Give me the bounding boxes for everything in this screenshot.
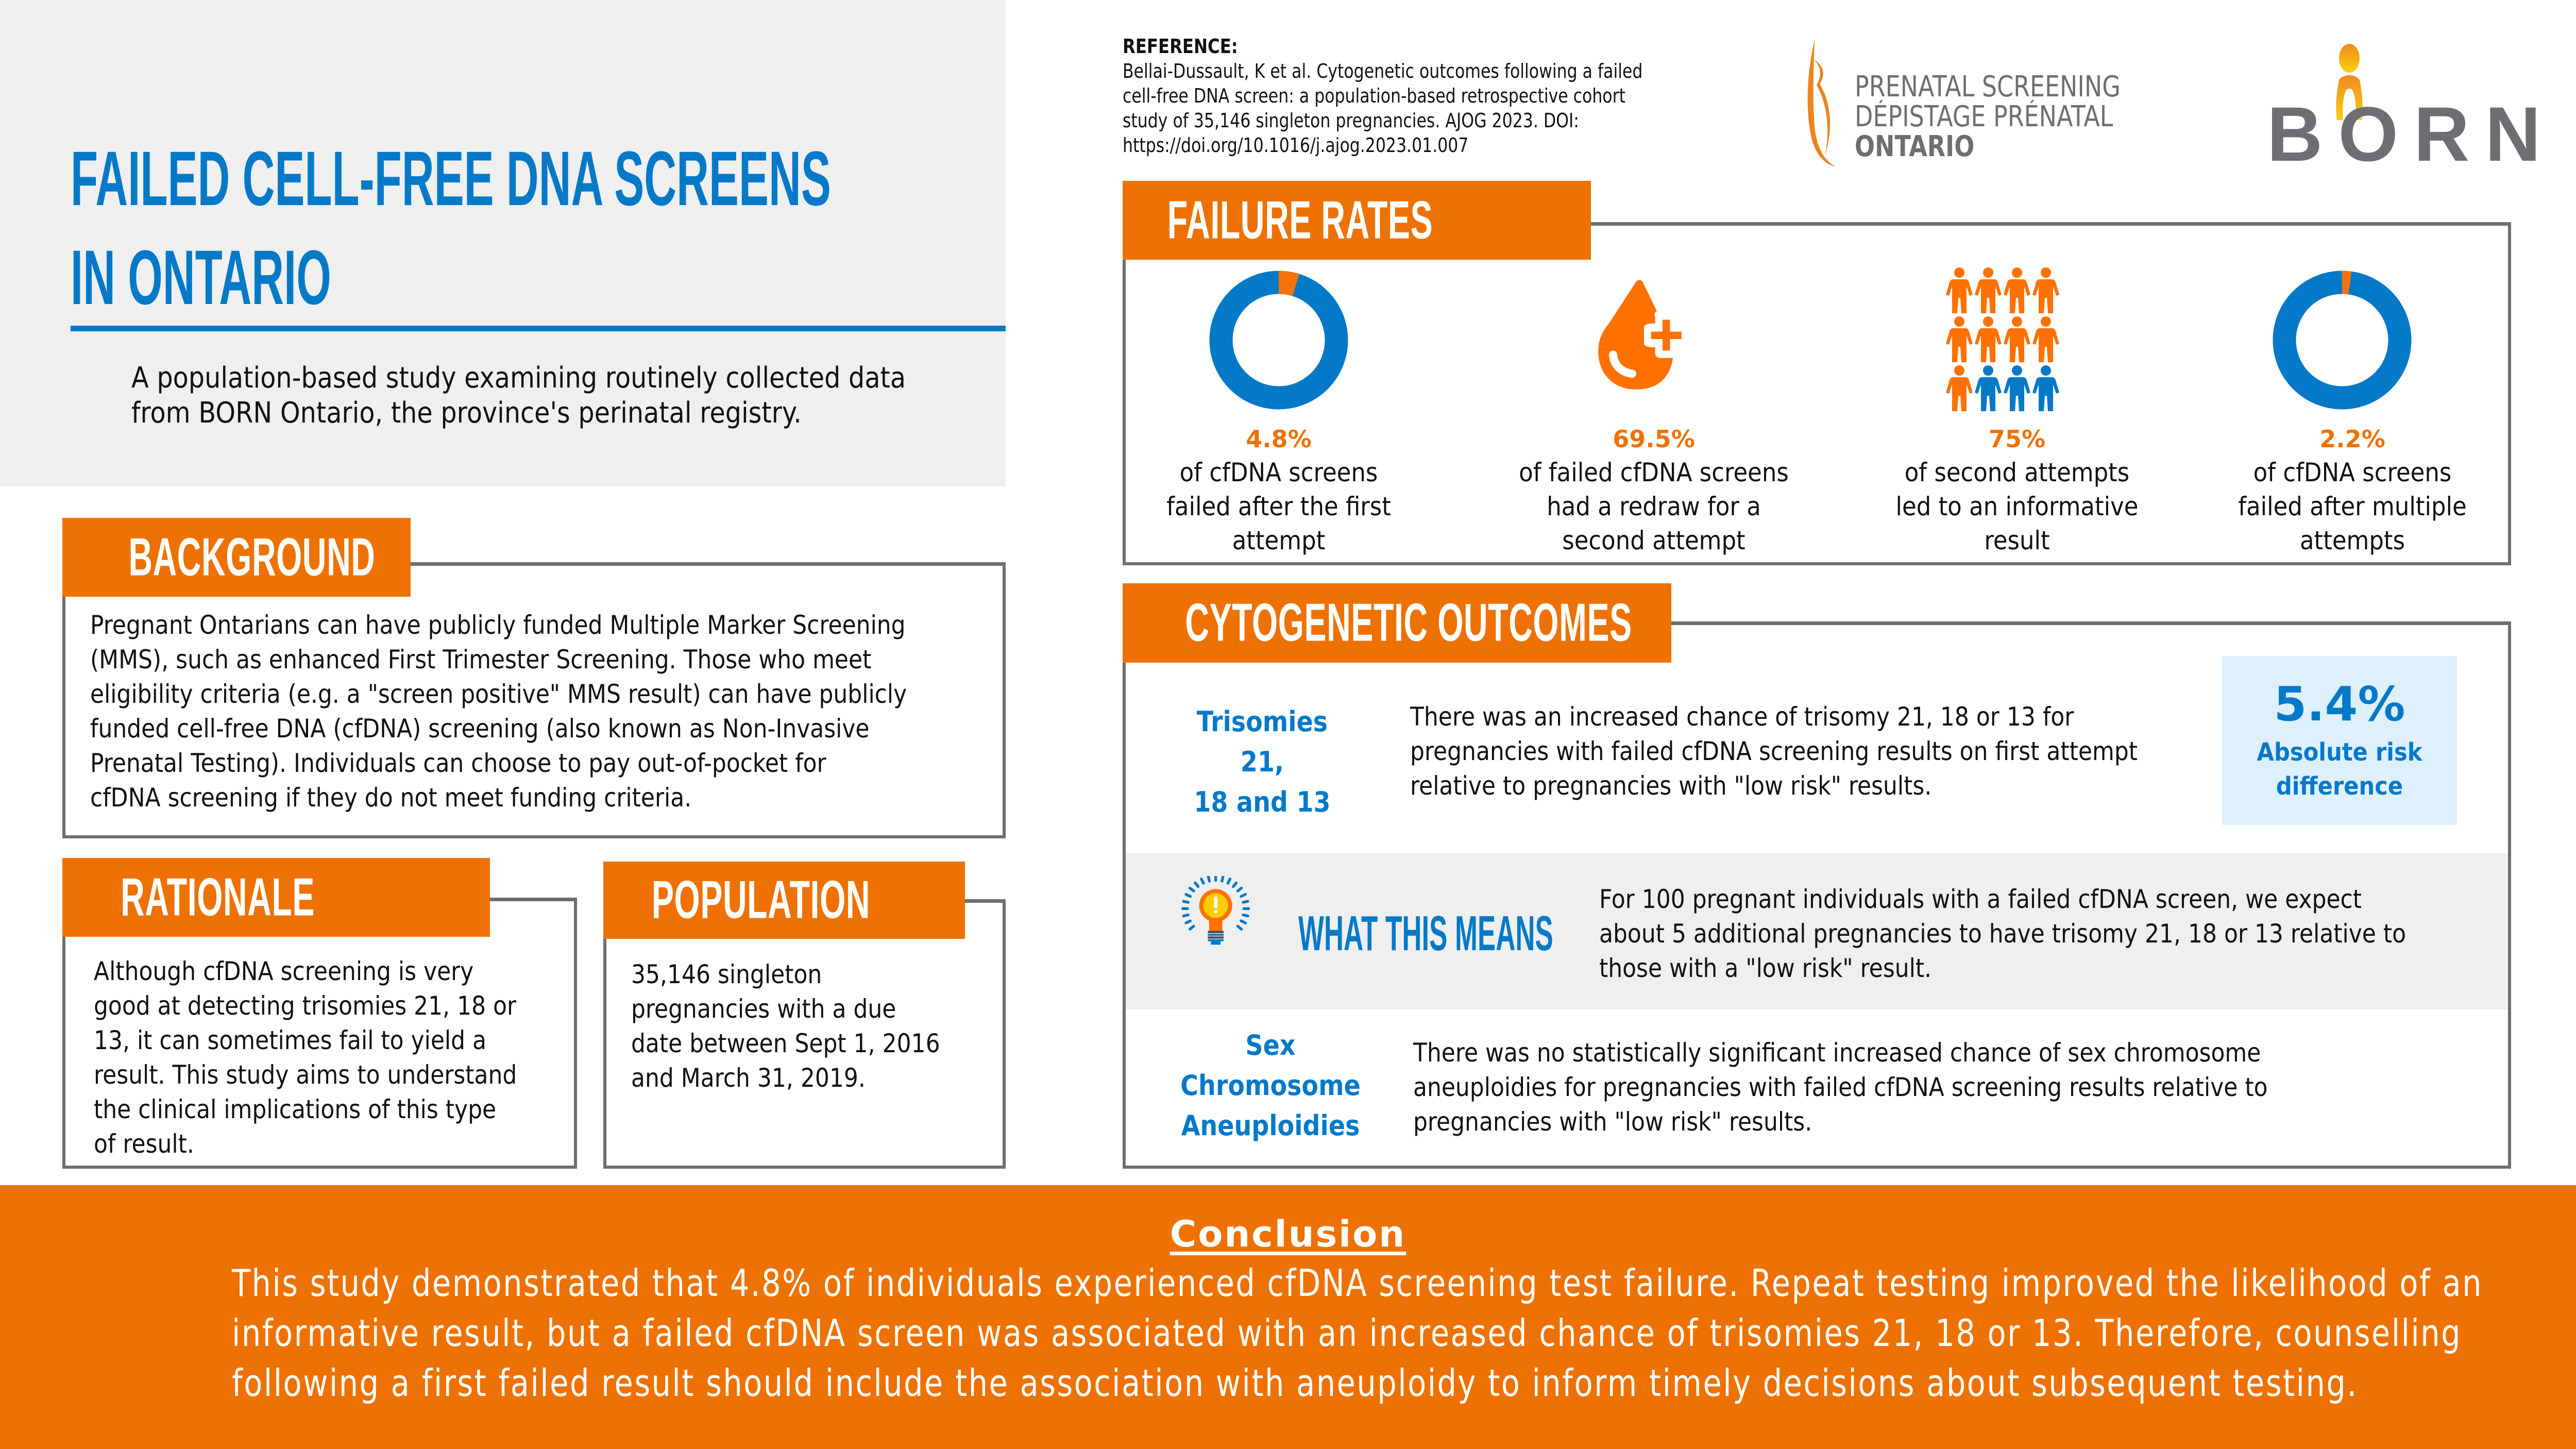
bulb-ray: [1201, 879, 1204, 883]
bulb-ray: [1208, 877, 1209, 881]
trisomies-line: relative to pregnancies with "low risk" results.: [1410, 771, 1932, 801]
donut-track: [2284, 282, 2400, 398]
stat-value: 75%: [1988, 425, 2046, 453]
trisomies-line: There was an increased chance of trisomy 21, 18 or 13 for: [1410, 702, 2074, 732]
background-heading-label: BACKGROUND: [128, 527, 376, 587]
subtitle-line-1: A population-based study examining routinely collected data: [131, 361, 906, 395]
page-title: [71, 129, 998, 327]
cytogenetic-heading-label: CYTOGENETIC OUTCOMES: [1185, 593, 1632, 653]
trisomies-label-line: Trisomies 21,: [1196, 705, 1328, 778]
title-divider: [71, 326, 1006, 331]
absolute-risk-card: [2222, 656, 2457, 825]
population-line: and March 31, 2019.: [631, 1063, 866, 1093]
sex-chromosome-label: [1167, 1025, 1374, 1146]
background-line: (MMS), such as enhanced First Trimester Screening. Those who meet: [90, 645, 872, 675]
bulb-ray: [1183, 901, 1188, 902]
conclusion-line: following a first failed result should include the association with aneuploidy to inform timely decisions about subsequent testing.: [232, 1361, 2358, 1405]
rationale-line: the clinical implications of this type: [94, 1094, 497, 1124]
rationale-line: result. This study aims to understand: [94, 1060, 517, 1090]
stat-desc-line: attempts: [2299, 526, 2405, 555]
bulb-ray: [1241, 895, 1245, 897]
reference-line: cell-free DNA screen: a population-based retrospective cohort: [1123, 85, 1625, 107]
bulb-ray: [1195, 883, 1198, 886]
rationale-line: 13, it can sometimes fail to yield a: [94, 1025, 487, 1055]
population-heading-label: POPULATION: [651, 870, 871, 930]
conclusion-text: [0, 1258, 2576, 1408]
bulb-ray: [1233, 883, 1236, 886]
bulb-ray: [1241, 921, 1245, 923]
person-icon: [2032, 316, 2059, 362]
person-icon: [2004, 365, 2030, 411]
trisomies-text: [1410, 700, 2214, 803]
person-icon: [1975, 365, 2002, 411]
bulb-ray: [1190, 888, 1194, 891]
background-line: Pregnant Ontarians can have publicly funded Multiple Marker Screening: [90, 610, 906, 640]
rationale-heading: [62, 858, 490, 937]
stat-desc-line: of cfDNA screens: [2253, 458, 2452, 487]
pso-swoosh-icon: [1803, 39, 1844, 167]
stat-informative-second: [1862, 423, 2172, 558]
lightbulb-icon: [1172, 876, 1275, 979]
donut-chart-icon: [1204, 265, 1353, 415]
stat-first-attempt-failure: [1150, 423, 1408, 558]
sex-chromosome-line: pregnancies with "low risk" results.: [1413, 1107, 1812, 1137]
what-this-means-line: about 5 additional pregnancies to have trisomy 21, 18 or 13 relative to: [1599, 919, 2406, 949]
bulb-ray: [1238, 888, 1241, 891]
bulb-ray: [1238, 926, 1241, 929]
population-text: [631, 957, 1002, 1096]
person-icon: [1975, 267, 2002, 313]
stat-value: 2.2%: [2319, 425, 2385, 453]
stat-multiple-attempts-failure: [2213, 423, 2492, 558]
reference-label: REFERENCE:: [1123, 35, 1238, 58]
stat-desc-line: had a redraw for a: [1547, 492, 1761, 521]
absolute-risk-value: 5.4%: [2274, 677, 2405, 732]
stat-desc-line: of second attempts: [1904, 458, 2130, 487]
absolute-risk-label-line: Absolute risk: [2257, 738, 2422, 767]
background-text: [90, 608, 997, 815]
page-subtitle: [131, 361, 1007, 431]
stat-redraw: [1479, 423, 1829, 558]
donut-chart-icon: [2267, 265, 2417, 415]
person-icon: [2004, 267, 2030, 313]
what-this-means-label: WHAT THIS MEANS: [1298, 906, 1553, 961]
failure-rates-heading: [1123, 181, 1591, 260]
bulb-ray: [1228, 879, 1230, 883]
stat-desc-line: failed after the first: [1166, 492, 1391, 521]
rationale-heading-label: RATIONALE: [121, 867, 315, 927]
background-line: funded cell-free DNA (cfDNA) screening (also known as Non-Invasive: [90, 714, 870, 744]
bulb-ray: [1186, 895, 1190, 897]
background-line: Prenatal Testing). Individuals can choose to pay out-of-pocket for: [90, 748, 826, 778]
person-icon: [2032, 365, 2059, 411]
what-this-means-text: [1599, 882, 2496, 986]
reference: [1123, 34, 1741, 158]
pso-line-3: ONTARIO: [1855, 130, 1975, 163]
pso-line-1: PRENATAL SCREENING: [1855, 70, 2121, 104]
sex-chromosome-label-line: Aneuploidies: [1181, 1109, 1360, 1142]
rationale-line: of result.: [94, 1129, 194, 1159]
bulb-ray: [1183, 915, 1188, 916]
people-grid-icon: [1945, 267, 2061, 414]
person-icon: [1975, 316, 2002, 362]
rationale-line: Although cfDNA screening is very: [94, 956, 474, 986]
trisomies-label-line: 18 and 13: [1194, 786, 1331, 818]
rationale-line: good at detecting trisomies 21, 18 or: [94, 991, 517, 1021]
conclusion-heading: Conclusion: [1170, 1213, 1406, 1255]
page-title-line-1: FAILED CELL-FREE DNA SCREENS: [71, 135, 831, 222]
trisomies-line: pregnancies with failed cfDNA screening results on first attempt: [1410, 736, 2138, 766]
conclusion-line: informative result, but a failed cfDNA screen was associated with an increased chance of trisomies 21, 18 or 13. Therefore, counselling: [232, 1311, 2462, 1355]
born-wordmark: BORN: [2267, 91, 2556, 177]
absolute-risk-label-line: difference: [2276, 772, 2403, 801]
what-this-means-line: those with a "low risk" result.: [1599, 953, 1932, 983]
cytogenetic-heading: [1123, 583, 1671, 663]
population-line: date between Sept 1, 2016: [631, 1029, 940, 1058]
reference-doi-link[interactable]: https://doi.org/10.1016/j.ajog.2023.01.007: [1123, 134, 1469, 157]
bulb-ray: [1222, 877, 1223, 881]
person-icon: [1946, 365, 1973, 411]
sex-chromosome-line: There was no statistically significant increased chance of sex chromosome: [1413, 1038, 2261, 1068]
person-icon: [1946, 316, 1973, 362]
stat-value: 4.8%: [1246, 425, 1312, 453]
conclusion-line: This study demonstrated that 4.8% of individuals experienced cfDNA screening test failure. Repeat testing improved the likelihood of an: [232, 1261, 2483, 1305]
sex-chromosome-label-line: Chromosome: [1180, 1069, 1361, 1102]
sex-chromosome-text: [1413, 1036, 2392, 1139]
person-icon: [1946, 267, 1973, 313]
stat-desc-line: result: [1984, 526, 2050, 555]
background-line: eligibility criteria (e.g. a "screen positive" MMS result) can have publicly: [90, 679, 907, 709]
donut-track: [1221, 282, 1336, 398]
bulb-ray: [1190, 926, 1194, 929]
reference-line: study of 35,146 singleton pregnancies. AJOG 2023. DOI:: [1123, 109, 1579, 132]
population-heading: [603, 862, 965, 939]
stat-desc-line: attempt: [1232, 526, 1326, 555]
stat-desc-line: of cfDNA screens: [1179, 458, 1378, 487]
subtitle-line-2: from BORN Ontario, the province's perinatal registry.: [131, 396, 802, 430]
prenatal-screening-ontario-logo: [1803, 39, 2205, 173]
stat-desc-line: of failed cfDNA screens: [1519, 458, 1789, 487]
population-line: 35,146 singleton: [631, 959, 822, 989]
population-line: pregnancies with a due: [631, 994, 896, 1024]
failure-rates-heading-label: FAILURE RATES: [1167, 190, 1433, 250]
stat-desc-line: second attempt: [1562, 526, 1745, 555]
what-this-means-line: For 100 pregnant individuals with a failed cfDNA screen, we expect: [1599, 884, 2362, 914]
sex-chromosome-label-line: Sex: [1245, 1029, 1296, 1062]
person-icon: [2004, 316, 2030, 362]
stat-value: 69.5%: [1613, 425, 1695, 453]
blood-drop-plus-icon: [1584, 272, 1708, 406]
bulb-ray: [1243, 915, 1248, 916]
background-line: cfDNA screening if they do not meet funding criteria.: [90, 783, 692, 813]
page-title-line-2: IN ONTARIO: [71, 234, 331, 321]
reference-line: Bellai-Dussault, K et al. Cytogenetic outcomes following a failed: [1123, 60, 1643, 82]
born-logo: [2267, 44, 2556, 177]
bulb-ray: [1243, 901, 1248, 902]
stat-desc-line: led to an informative: [1895, 492, 2139, 521]
person-icon: [2032, 267, 2059, 313]
rationale-text: [94, 954, 568, 1161]
trisomies-label: [1159, 702, 1365, 822]
sex-chromosome-line: aneuploidies for pregnancies with failed cfDNA screening results relative to: [1413, 1072, 2268, 1102]
pso-line-2: DÉPISTAGE PRÉNATAL: [1855, 100, 2113, 133]
stat-desc-line: failed after multiple: [2238, 492, 2467, 521]
bulb-ray: [1186, 921, 1190, 923]
background-heading: [62, 518, 411, 597]
